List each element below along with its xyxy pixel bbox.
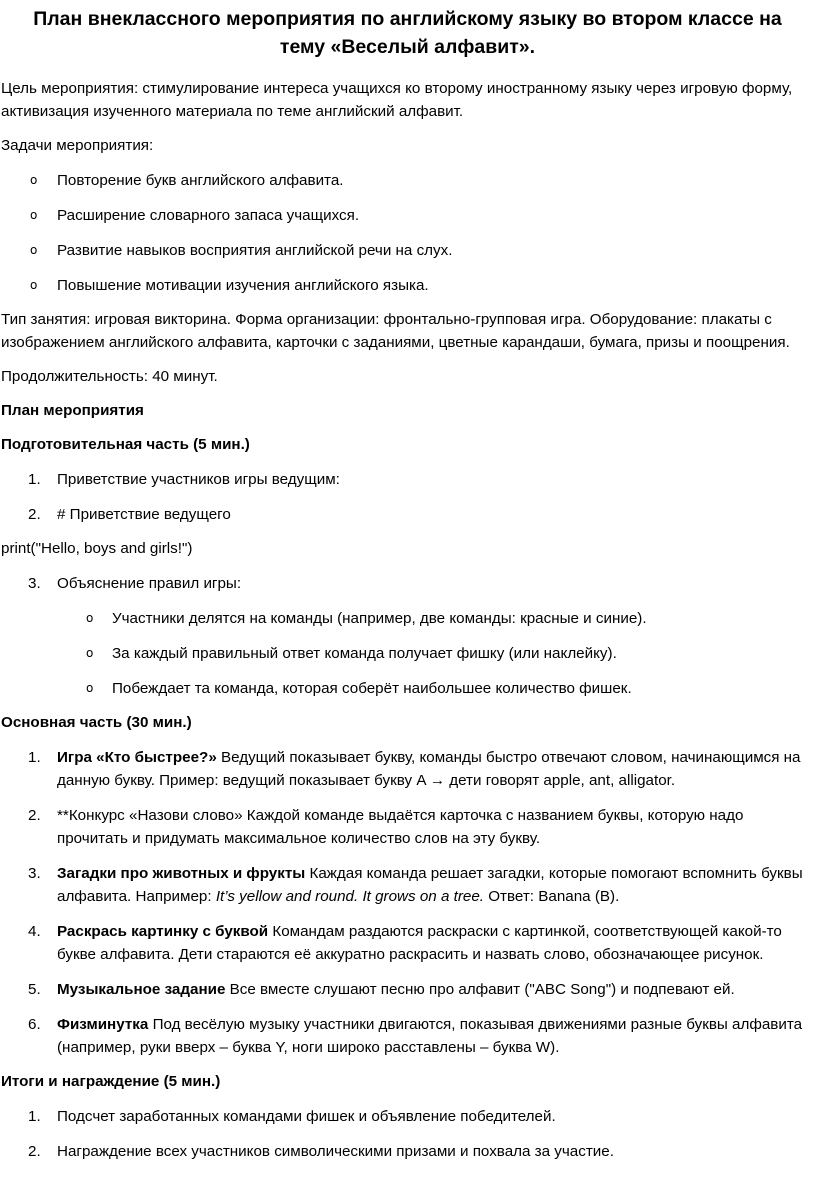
list-item-text: # Приветствие ведущего [57, 506, 231, 523]
rules-list [1, 607, 814, 700]
list-item-text: Расширение словарного запаса учащихся. [57, 207, 360, 224]
list-item-text: Приветствие участников игры ведущим: [57, 471, 340, 488]
list-item-text: За каждый правильный ответ команда получает фишку (или наклейку). [112, 645, 617, 662]
bullet-mark: o [30, 173, 38, 187]
results-heading-text: Итоги и награждение (5 мин.) [1, 1073, 221, 1090]
list-item-text: Объяснение правил игры: [57, 575, 242, 592]
activity-text: Каждая команда решает загадки, которые помогают вспомнить буквы алфавита. Например: [57, 865, 803, 905]
riddle-answer: Ответ: Banana (B). [484, 888, 620, 905]
list-item [1, 572, 814, 595]
activity-text: **Конкурс «Назови слово» Каждой команде выдаётся карточка с названием буквы, которую надо прочитать и придумать максимальное количество слов на эту букву. [57, 807, 744, 847]
type-paragraph: Тип занятия: игровая викторина. Форма организации: фронтально-групповая игра. Оборудование: плакаты с изображением английского алфавита, карточки с заданиями, цветные карандаши, бумага, призы и поощрения. [1, 311, 790, 351]
bullet-mark: o [86, 646, 94, 660]
list-item [1, 642, 814, 665]
item-number: 3. [28, 575, 41, 592]
tasks-heading: Задачи мероприятия: [1, 137, 154, 154]
list-item [1, 204, 814, 227]
item-number: 1. [28, 471, 41, 488]
list-item [1, 503, 814, 526]
activity-text: Командам раздаются раскраски с картинкой, соответствующей какой-то букве алфавита. Дети стараются её аккуратно раскрасить и назвать слово, обозначающее рисунок. [57, 923, 782, 963]
list-item [1, 677, 814, 700]
tasks-list [1, 169, 814, 297]
plan-heading [1, 399, 814, 422]
list-item [1, 169, 814, 192]
activity-text: Под весёлую музыку участники двигаются, показывая движениями разные буквы алфавита (например, руки вверх – буква Y, ноги широко расставлены – буква W). [57, 1016, 803, 1056]
results-list [1, 1105, 814, 1163]
activity-text: Ведущий показывает букву, команды быстро отвечают словом, начинающимся на данную букву. Пример: ведущий показывает букву A → дети говорят apple, ant, alligator. [57, 749, 801, 789]
list-item-text: Побеждает та команда, которая соберёт наибольшее количество фишек. [112, 680, 632, 697]
document-title: План внеклассного мероприятия по английскому языку во втором классе на тему «Веселый алфавит». [33, 8, 782, 58]
item-number: 3. [28, 865, 41, 882]
list-item [1, 468, 814, 491]
activity-title: Физминутка [57, 1016, 149, 1033]
prep-heading-text: Подготовительная часть (5 мин.) [1, 436, 250, 453]
list-item [1, 239, 814, 262]
list-item [1, 1013, 814, 1059]
list-item [1, 746, 814, 792]
goal-paragraph: Цель мероприятия: стимулирование интереса учащихся ко второму иностранному языку через игровую форму, активизация изученного материала по теме английский алфавит. [1, 80, 793, 120]
bullet-mark: o [30, 208, 38, 222]
list-item [1, 862, 814, 908]
list-item-text: Награждение всех участников символическими призами и похвала за участие. [57, 1143, 614, 1160]
main-heading [1, 711, 814, 734]
bullet-mark: o [30, 278, 38, 292]
item-number: 4. [28, 923, 41, 940]
item-number: 1. [28, 1108, 41, 1125]
code-line: print("Hello, boys and girls!") [1, 540, 193, 557]
item-number: 2. [28, 506, 41, 523]
activity-title: Раскрась картинку с буквой [57, 923, 269, 940]
list-item [1, 920, 814, 966]
list-item [1, 804, 814, 850]
list-item-text: Развитие навыков восприятия английской речи на слух. [57, 242, 453, 259]
riddle-example: It’s yellow and round. It grows on a tree. [215, 888, 485, 905]
list-item-text: Участники делятся на команды (например, две команды: красные и синие). [112, 610, 647, 627]
prep-list-continued [1, 572, 814, 595]
bullet-mark: o [86, 681, 94, 695]
list-item-text: Повторение букв английского алфавита. [57, 172, 344, 189]
list-item [1, 1140, 814, 1163]
activity-title: Музыкальное задание [57, 981, 226, 998]
main-list [1, 746, 814, 1059]
bullet-mark: o [86, 611, 94, 625]
list-item [1, 1105, 814, 1128]
duration-paragraph: Продолжительность: 40 минут. [1, 368, 218, 385]
list-item-text: Подсчет заработанных командами фишек и объявление победителей. [57, 1108, 556, 1125]
prep-heading [1, 433, 814, 456]
item-number: 2. [28, 807, 41, 824]
main-heading-text: Основная часть (30 мин.) [1, 714, 192, 731]
item-number: 2. [28, 1143, 41, 1160]
plan-heading-text: План мероприятия [1, 402, 144, 419]
activity-text: Все вместе слушают песню про алфавит ("ABC Song") и подпевают ей. [225, 981, 735, 998]
list-item [1, 607, 814, 630]
bullet-mark: o [30, 243, 38, 257]
list-item [1, 274, 814, 297]
activity-title: Загадки про животных и фрукты [57, 865, 306, 882]
list-item [1, 978, 814, 1001]
activity-title: Игра «Кто быстрее?» [57, 749, 217, 766]
prep-list [1, 468, 814, 526]
item-number: 1. [28, 749, 41, 766]
results-heading [1, 1070, 814, 1093]
item-number: 6. [28, 1016, 41, 1033]
list-item-text: Повышение мотивации изучения английского языка. [57, 277, 429, 294]
item-number: 5. [28, 981, 41, 998]
